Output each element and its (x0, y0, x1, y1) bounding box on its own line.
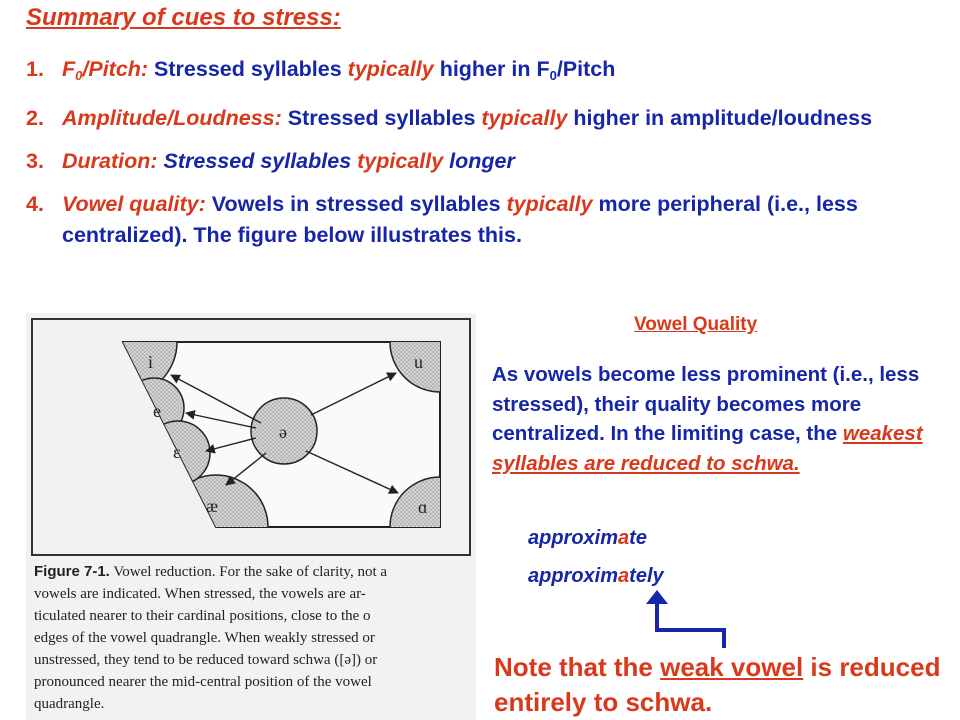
example-highlight: a (618, 565, 630, 587)
cue-label: Amplitude/Loudness: (62, 106, 282, 130)
cue-text-b: more peripheral (i.e., less centralized). The figure below illustrates this. (62, 192, 858, 247)
example-word-approximately (528, 565, 664, 588)
title-text: Summary of cues to stress (26, 4, 333, 31)
cue-number: 4. (26, 192, 44, 216)
cue-text-b: higher in amplitude/loudness (567, 106, 873, 130)
figure-caption (34, 561, 476, 715)
note-pre: Note that the (494, 652, 661, 682)
cue-label-rest: /Pitch: (82, 57, 149, 81)
pointer-arrow (640, 588, 740, 650)
cue-text-b: higher in F (433, 57, 550, 81)
cue-text: Stressed syllables (148, 57, 348, 81)
cue-label: F (62, 57, 76, 81)
cue-emphasis: typically (506, 192, 593, 216)
vowel-label-a: ɑ (418, 497, 428, 517)
title-colon: : (332, 4, 341, 31)
cue-number: 2. (26, 106, 44, 130)
cue-number: 1. (26, 57, 44, 81)
note-post: is reduced entirely to schwa. (494, 652, 941, 717)
example-highlight: a (618, 527, 630, 549)
cue-item-duration (26, 146, 951, 177)
vowel-reduction-figure (26, 313, 476, 720)
example-pre: approxim (528, 527, 619, 549)
caption-label: Figure 7-1. (34, 563, 110, 580)
cue-text-b: longer (443, 149, 515, 173)
pointer-arrow-head (646, 590, 668, 604)
cue-label: Vowel quality: (62, 192, 206, 216)
cue-item-vowel-quality (26, 189, 951, 251)
vowel-label-schwa: ə (279, 422, 287, 442)
schwa-note (494, 650, 954, 720)
cue-text-c: /Pitch (556, 57, 616, 81)
cue-number: 3. (26, 149, 44, 173)
vowel-label-ae: æ (206, 496, 219, 516)
cue-emphasis: typically (347, 57, 434, 81)
vowel-label-u: u (414, 352, 423, 372)
cue-item-amplitude (26, 103, 951, 134)
vowel-quality-body: As vowels become less prominent (i.e., less stressed), their quality becomes more centralized. In the limiting case, the (492, 363, 920, 445)
cue-emphasis: typically (481, 106, 568, 130)
pointer-arrow-line (657, 602, 724, 648)
cue-text: Stressed syllables (157, 149, 358, 173)
example-post: te (629, 527, 647, 549)
note-emphasis: weak vowel (660, 652, 804, 682)
vowel-quality-heading: Vowel Quality (634, 314, 758, 335)
vowel-quality-text (492, 360, 944, 478)
cue-text-subscript: 0 (549, 68, 557, 83)
example-pre: approxim (528, 565, 619, 587)
cue-label: Duration: (62, 149, 158, 173)
example-post: tely (629, 565, 664, 587)
example-word-approximate (528, 527, 647, 550)
cue-text: Stressed syllables (281, 106, 482, 130)
vowel-quality-emphasis: weakest syllables are reduced to schwa. (492, 422, 923, 475)
cue-list (26, 54, 951, 251)
slide-title (26, 4, 341, 32)
vowel-quadrangle-diagram (26, 313, 476, 563)
cue-emphasis: typically (357, 149, 444, 173)
vowel-label-eps: ɛ (173, 442, 181, 462)
cue-label-subscript: 0 (75, 68, 83, 83)
vowel-label-i: i (148, 352, 154, 372)
cue-text: Vowels in stressed syllables (205, 192, 507, 216)
caption-text: Vowel reduction. For the sake of clarity, not a vowels are indicated. When stressed, the vowels are ar- ticulated nearer to their cardinal positions, close to the o edges of the vowel quadrangle. When weakly stressed or unstressed, they tend to be reduced toward schwa ([ə]) or pronounced nearer the mid-central position of the vowel quadrangle. (34, 564, 388, 712)
cue-item-pitch (26, 54, 951, 91)
vowel-label-e: e (153, 401, 161, 421)
